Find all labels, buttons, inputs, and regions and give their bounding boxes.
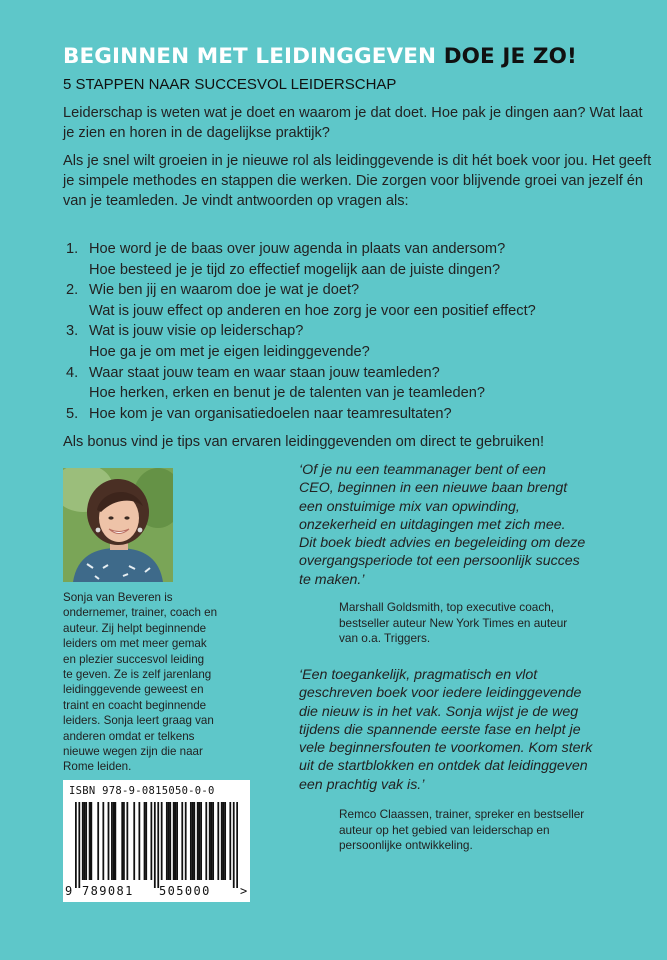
list-number: 5.: [66, 405, 79, 422]
barcode-bar: [161, 802, 163, 880]
barcode-bar: [78, 802, 80, 888]
barcode-bar: [75, 802, 77, 888]
attribution-line: van o.a. Triggers.: [339, 631, 431, 645]
barcode-bar: [185, 802, 187, 880]
bio-line: te geven. Ze is zelf jarenlang: [63, 668, 212, 682]
book-subtitle: 5 STAPPEN NAAR SUCCESVOL LEIDERSCHAP: [63, 76, 397, 93]
intro-paragraph-1: Leiderschap is weten wat je doet en waarom je dat doet. Hoe pak je dingen aan? Wat laat je zien en horen in de dagelijkse praktijk?: [63, 105, 643, 141]
quote-line: een prachtig vak is.’: [299, 776, 425, 793]
barcode-bar: [190, 802, 192, 880]
barcode-bar: [197, 802, 199, 880]
list-item: [63, 321, 663, 362]
list-item: [63, 239, 663, 280]
quote-line: geschreven boek voor iedere leidinggevende: [299, 685, 582, 702]
list-number: 3.: [66, 323, 79, 340]
bio-line: auteur. Zij helpt beginnende: [63, 621, 207, 635]
question-line: Hoe word je de baas over jouw agenda in plaats van andersom?: [89, 241, 506, 257]
barcode-bar: [199, 802, 201, 880]
bio-line: leidinggevende geweest en: [63, 683, 204, 697]
author-bio: [63, 590, 263, 775]
bio-line: Sonja van Beveren is: [63, 591, 173, 604]
barcode-bar: [126, 802, 128, 880]
isbn-label: ISBN 978-9-0815050-0-0: [69, 785, 215, 797]
question-line: Hoe besteed je je tijd zo effectief mogelijk aan de juiste dingen?: [89, 261, 501, 278]
barcode-bar: [89, 802, 91, 880]
barcode-first-digit: 9: [65, 884, 73, 898]
list-item: [63, 280, 663, 321]
barcode-bar: [145, 802, 147, 880]
barcode-bar: [154, 802, 156, 888]
barcode-bar: [82, 802, 84, 880]
barcode-bar: [223, 802, 225, 880]
bio-line: anderen omdat er telkens: [63, 729, 195, 743]
barcode-bar: [205, 802, 207, 880]
barcode-bar: [211, 802, 213, 880]
barcode-bar: [138, 802, 140, 880]
bio-line: traint en coacht beginnende: [63, 698, 207, 712]
bio-line: en plezier succesvol leiding: [63, 652, 205, 666]
quote-line: CEO, beginnen in een nieuwe baan brengt: [299, 480, 568, 497]
barcode-bar: [157, 802, 159, 888]
endorsement-quote-1: [299, 461, 649, 589]
attribution-line: auteur op het gebied van leiderschap en: [339, 822, 550, 837]
title-main: BEGINNEN MET LEIDINGGEVEN: [63, 44, 437, 69]
bio-line: leiders. Sonja leert graag van: [63, 714, 214, 728]
bio-line: Rome leiden.: [63, 760, 132, 774]
question-line: Waar staat jouw team en waar staan jouw teamleden?: [89, 364, 440, 381]
title-accent: DOE JE ZO!: [443, 44, 577, 69]
question-line: Wat is jouw visie op leiderschap?: [89, 323, 304, 340]
barcode-bar: [168, 802, 170, 880]
barcode-bar: [169, 802, 171, 880]
barcode-bar: [209, 802, 211, 880]
question-line: Wat is jouw effect op anderen en hoe zorg je voor een positief effect?: [89, 302, 536, 319]
barcode-bar: [217, 802, 219, 880]
barcode-bar: [175, 802, 177, 880]
quote-line: te maken.’: [299, 571, 365, 588]
barcode-quiet-mark: >: [240, 884, 248, 898]
attribution-line: persoonlijke ontwikkeling.: [339, 838, 473, 852]
question-line: Hoe ga je om met je eigen leidinggevende?: [89, 343, 370, 360]
question-list: [63, 239, 663, 424]
barcode-bar: [176, 802, 178, 880]
author-portrait-illustration: [63, 468, 173, 582]
barcode-bar: [111, 802, 113, 880]
list-number: 1.: [66, 241, 79, 257]
attribution-line: Remco Claassen, trainer, spreker en bestseller: [339, 807, 585, 821]
barcode-bar: [212, 802, 214, 880]
barcode-bar: [150, 802, 152, 880]
barcode-bar: [229, 802, 231, 880]
author-photo: [63, 468, 173, 582]
quote-line: Dit boek biedt advies en begeleiding om deze: [299, 535, 586, 552]
barcode-bar: [90, 802, 92, 880]
list-item: [63, 404, 663, 425]
quote-line: een onstuimige mix van opwinding,: [299, 498, 520, 515]
question-line: Hoe herken, erken en benut je de talenten van je teamleden?: [89, 385, 485, 402]
intro-paragraph-2: Als je snel wilt groeien in je nieuwe rol als leidinggevende is dit hét boek voor jou. Het geeft je simpele methodes en stappen die werken. Die zorgen voor blijvende groei van jezelf én van je teamleden. Je vindt antwoorden op vragen als:: [63, 153, 652, 209]
attribution-line: bestseller auteur New York Times en auteur: [339, 615, 568, 630]
barcode-bar: [166, 802, 168, 880]
quote-line: tijdens die spannende eerste fase en helpt je: [299, 721, 581, 738]
barcode-group-1: 789081: [82, 884, 134, 898]
question-line: Hoe kom je van organisatiedoelen naar teamresultaten?: [89, 405, 452, 422]
barcode-bar: [224, 802, 226, 880]
list-item: [63, 363, 663, 404]
barcode-bar: [133, 802, 135, 880]
endorsement-quote-2: [299, 666, 649, 794]
quote-line: onzekerheid en uitdagingen met zich mee.: [299, 516, 566, 533]
quote-line: ‘Een toegankelijk, pragmatisch en vlot: [299, 667, 538, 683]
barcode-bar: [121, 802, 123, 880]
barcode: [63, 780, 250, 902]
barcode-group-2: 505000: [159, 884, 211, 898]
barcode-bar: [123, 802, 125, 880]
barcode-bar: [84, 802, 86, 880]
barcode-bar: [144, 802, 146, 880]
barcode-bar: [102, 802, 104, 880]
question-line: Wie ben jij en waarom doe je wat je doet?: [89, 282, 360, 299]
endorsement-attribution-2: [339, 807, 639, 854]
bio-line: nieuwe wegen zijn die naar: [63, 745, 203, 759]
barcode-bar: [108, 802, 110, 880]
barcode-bar: [97, 802, 99, 880]
list-number: 4.: [66, 364, 79, 381]
barcode-bar: [236, 802, 238, 888]
bio-line: ondernemer, trainer, coach en: [63, 606, 218, 620]
bonus-text: Als bonus vind je tips van ervaren leidinggevenden om direct te gebruiken!: [63, 434, 545, 450]
endorsement-attribution-1: [339, 600, 639, 647]
barcode-bar: [193, 802, 195, 880]
barcode-bar: [85, 802, 87, 880]
barcode-bar: [200, 802, 202, 880]
list-number: 2.: [66, 282, 79, 299]
book-title: [63, 44, 577, 70]
barcode-bar: [113, 802, 115, 880]
quote-line: uit de startblokken en ontdek dat leidinggeven: [299, 758, 588, 775]
quote-line: die nieuw is in het vak. Sonja wijst je de weg: [299, 703, 579, 720]
barcode-bar: [221, 802, 223, 880]
barcode-bar: [181, 802, 183, 880]
barcode-bar: [233, 802, 235, 888]
barcode-bar: [173, 802, 175, 880]
barcode-bars: [75, 802, 238, 888]
barcode-bar: [114, 802, 116, 880]
bio-line: leiders om met meer gemak: [63, 637, 207, 651]
attribution-line: Marshall Goldsmith, top executive coach,: [339, 600, 555, 614]
quote-line: overgangsperiode tot een persoonlijk succes: [299, 553, 580, 570]
quote-line: ‘Of je nu een teammanager bent of een: [299, 462, 546, 478]
barcode-bar: [192, 802, 194, 880]
quote-line: vele beginnersfouten te voorkomen. Kom sterk: [299, 740, 593, 757]
